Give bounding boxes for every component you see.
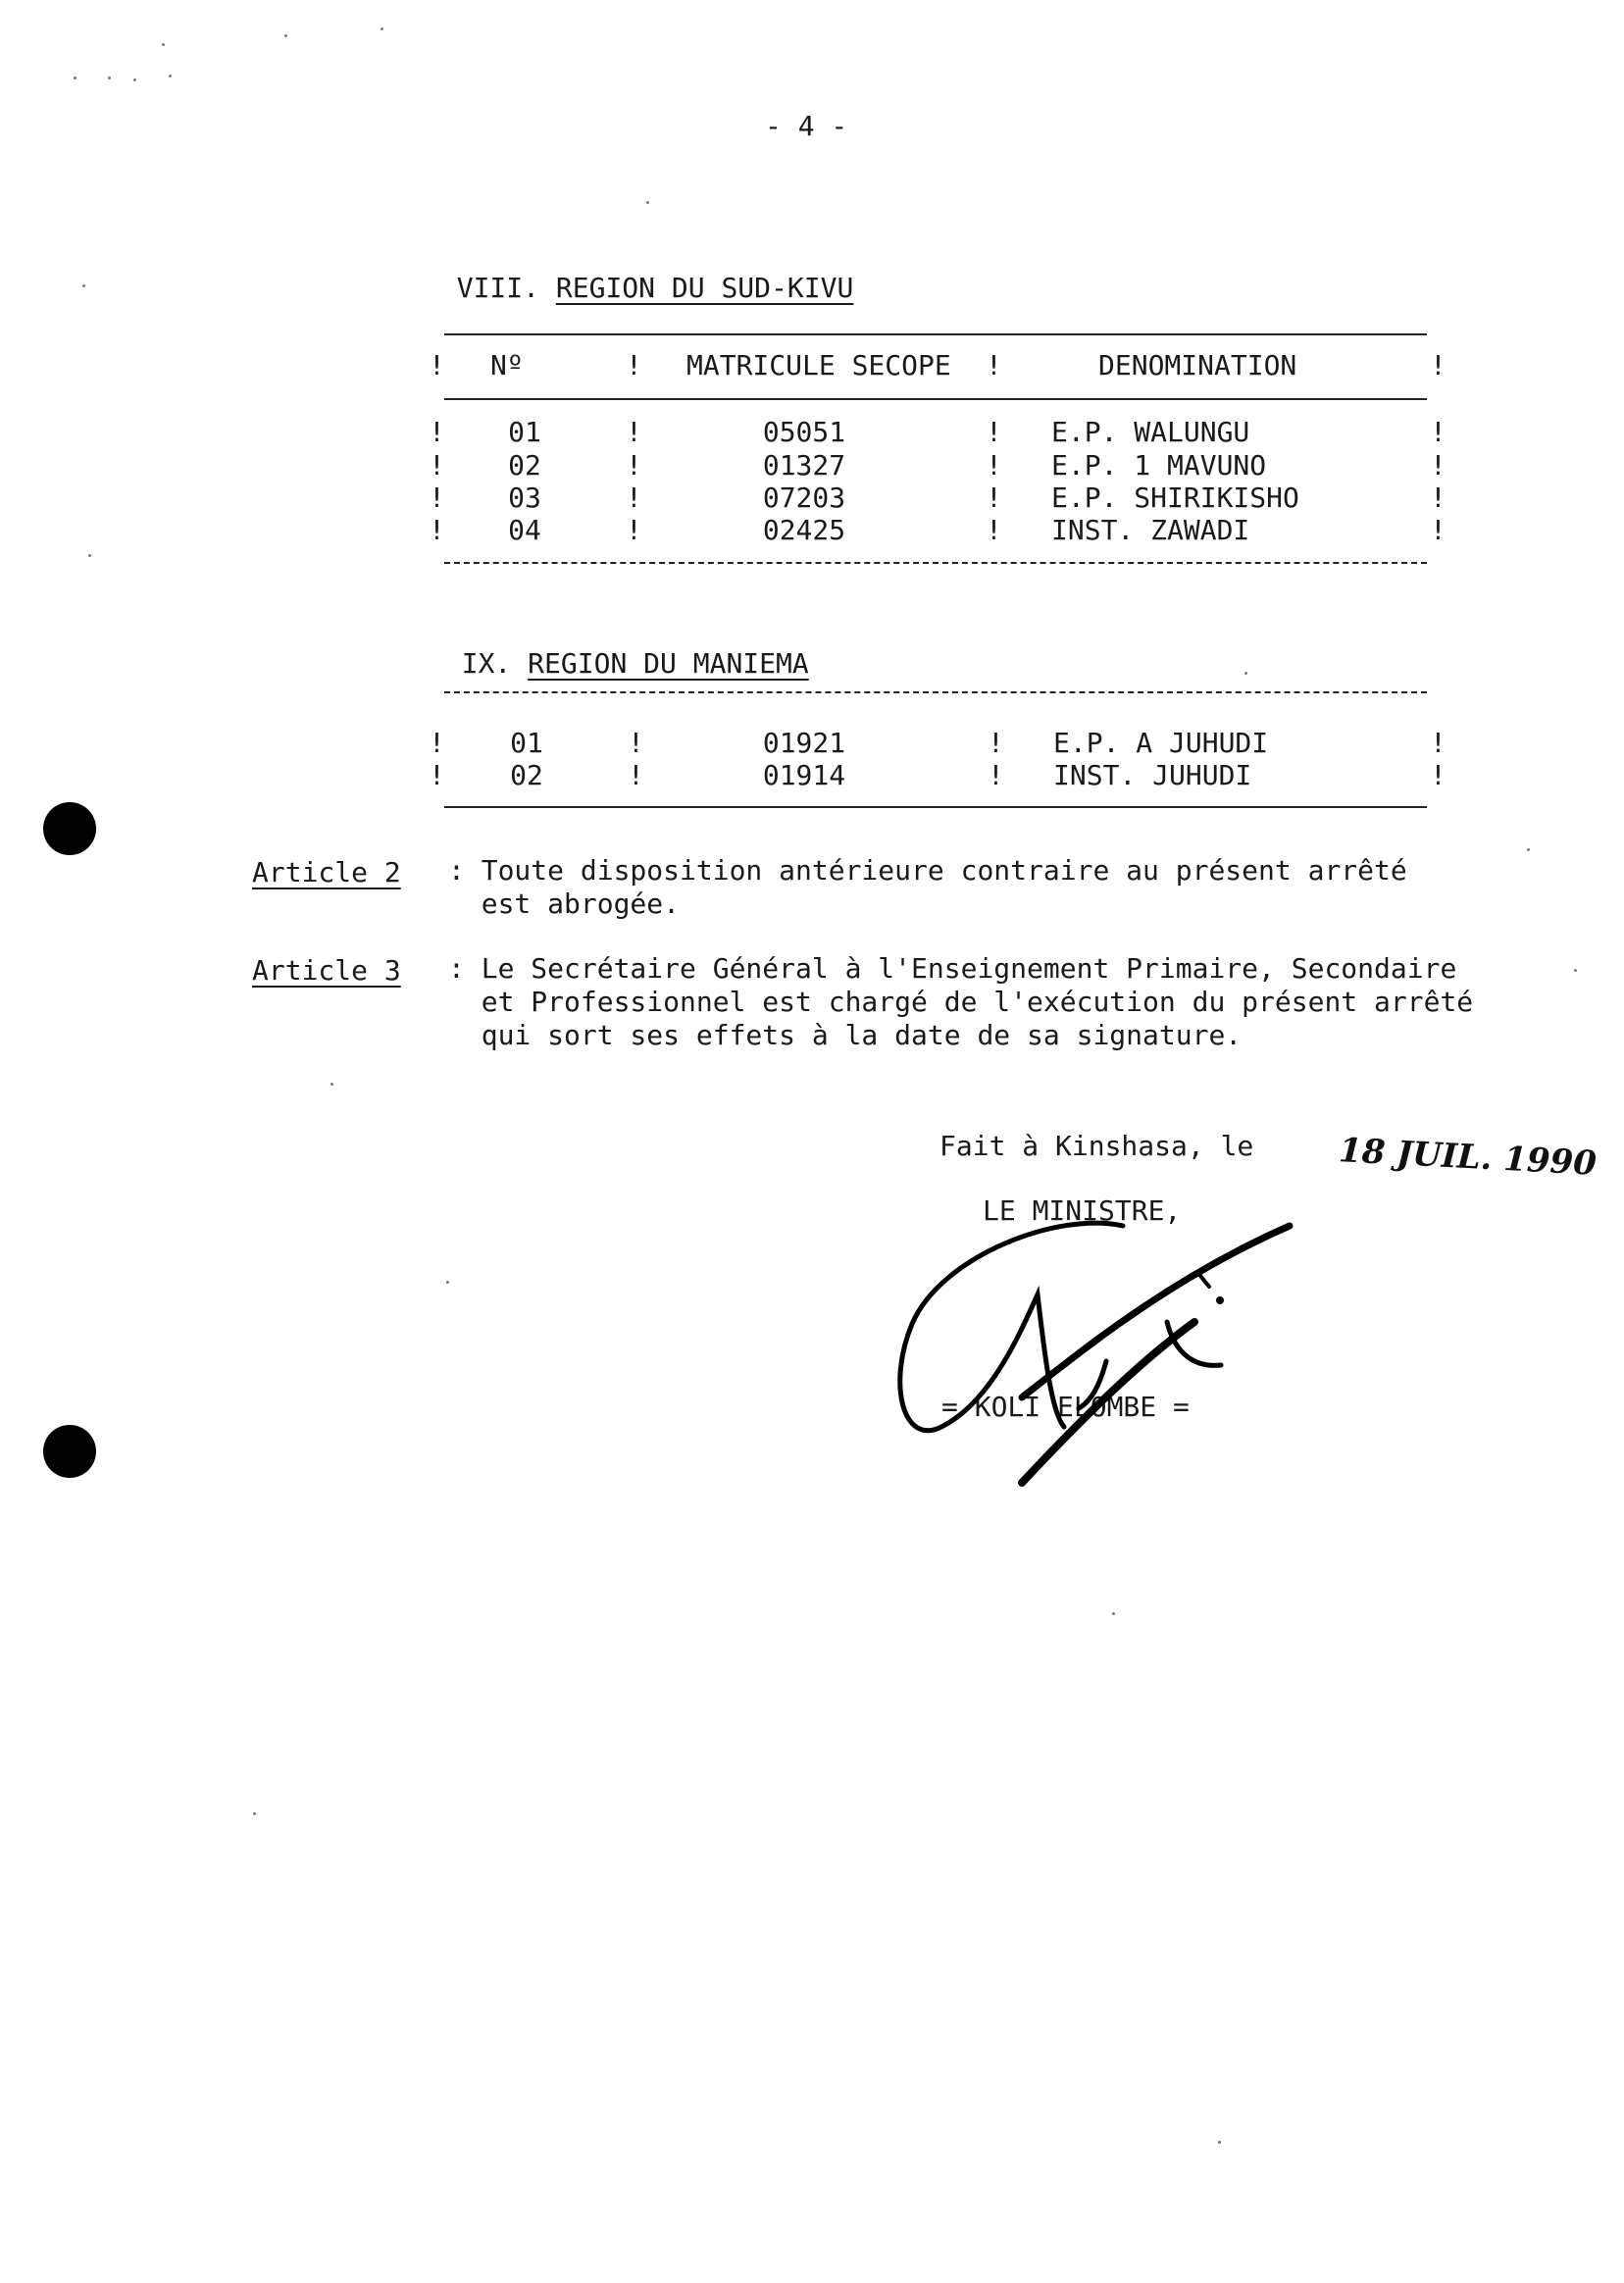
signature-drawing xyxy=(883,1216,1314,1500)
article-label: Article 2 xyxy=(252,856,401,888)
signature-hook-stroke xyxy=(1167,1322,1221,1365)
binder-hole xyxy=(43,802,96,855)
place-date: Fait à Kinshasa, le xyxy=(939,1130,1254,1162)
signature-cross-stroke xyxy=(1022,1226,1290,1397)
column-separator: ! xyxy=(1430,482,1446,514)
cell-denomination: E.P. A JUHUDI xyxy=(1053,727,1269,759)
scan-speck xyxy=(169,75,172,77)
column-separator: ! xyxy=(429,759,445,791)
column-separator: ! xyxy=(986,482,1002,514)
date-stamp: 18 JUIL. 1990 xyxy=(1338,1131,1598,1184)
column-separator: ! xyxy=(1430,449,1446,482)
section-heading-sud-kivu xyxy=(424,239,853,304)
column-separator: ! xyxy=(429,416,445,448)
cell-matricule: 02425 xyxy=(762,514,846,546)
scan-speck xyxy=(253,1812,256,1815)
section-title: REGION DU SUD-KIVU xyxy=(555,272,854,304)
column-separator: ! xyxy=(626,416,642,448)
column-separator: ! xyxy=(1430,514,1446,546)
column-separator: ! xyxy=(986,449,1002,482)
article-text-line: est abrogée. xyxy=(448,888,681,920)
column-separator: ! xyxy=(429,449,445,482)
table-header-rule xyxy=(444,398,1427,400)
cell-denomination: INST. JUHUDI xyxy=(1053,759,1252,791)
column-separator: ! xyxy=(988,727,1004,759)
cell-no: 02 xyxy=(508,449,541,482)
cell-matricule: 07203 xyxy=(762,482,846,514)
article-text-line: : Le Secrétaire Général à l'Enseignement Primaire, Secondaire xyxy=(448,952,1457,985)
article-label: Article 3 xyxy=(252,954,401,987)
cell-no: 04 xyxy=(508,514,541,546)
column-header-matricule: MATRICULE SECOPE xyxy=(686,349,951,381)
table-top-rule xyxy=(444,333,1427,335)
column-separator: ! xyxy=(1430,416,1446,448)
scan-speck xyxy=(82,284,85,287)
column-separator: ! xyxy=(1430,727,1446,759)
column-separator: ! xyxy=(626,449,642,482)
scan-speck xyxy=(381,27,383,30)
section-heading-maniema xyxy=(429,615,809,680)
signature-dot xyxy=(1216,1296,1224,1304)
column-separator: ! xyxy=(1430,349,1446,381)
binder-hole xyxy=(43,1425,96,1478)
scan-speck xyxy=(330,1083,333,1086)
cell-denomination: INST. ZAWADI xyxy=(1051,514,1250,546)
cell-denomination: E.P. 1 MAVUNO xyxy=(1051,449,1267,482)
cell-matricule: 01327 xyxy=(762,449,846,482)
scan-speck xyxy=(284,34,287,37)
column-separator: ! xyxy=(429,482,445,514)
cell-matricule: 01914 xyxy=(762,759,846,791)
scan-speck xyxy=(1112,1612,1115,1615)
scan-speck xyxy=(1244,672,1247,675)
column-separator: ! xyxy=(986,349,1002,381)
column-separator: ! xyxy=(988,759,1004,791)
cell-matricule: 01921 xyxy=(762,727,846,759)
cell-denomination: E.P. SHIRIKISHO xyxy=(1051,482,1299,514)
column-separator: ! xyxy=(986,416,1002,448)
column-header-denomination: DENOMINATION xyxy=(1098,349,1297,381)
scan-speck xyxy=(446,1281,449,1284)
column-separator: ! xyxy=(429,727,445,759)
signatory-name: = KOLI ELOMBE = xyxy=(941,1391,1190,1423)
column-separator: ! xyxy=(626,514,642,546)
column-separator: ! xyxy=(628,727,644,759)
cell-no: 02 xyxy=(510,759,543,791)
scan-speck xyxy=(1218,2141,1221,2144)
scan-speck xyxy=(1574,969,1577,972)
minister-title: LE MINISTRE, xyxy=(983,1194,1182,1227)
scan-speck xyxy=(133,78,136,81)
signature-tick-stroke xyxy=(1198,1273,1209,1287)
cell-no: 01 xyxy=(510,727,543,759)
column-separator: ! xyxy=(1430,759,1446,791)
scan-speck xyxy=(646,201,649,204)
scan-speck xyxy=(74,76,76,79)
cell-matricule: 05051 xyxy=(762,416,846,448)
column-separator: ! xyxy=(626,482,642,514)
column-separator: ! xyxy=(628,759,644,791)
section-title: REGION DU MANIEMA xyxy=(528,647,809,680)
column-separator: ! xyxy=(429,514,445,546)
cell-no: 01 xyxy=(508,416,541,448)
table-bottom-rule xyxy=(444,806,1427,808)
article-text-line: qui sort ses effets à la date de sa signature. xyxy=(448,1019,1243,1051)
cell-no: 03 xyxy=(508,482,541,514)
scan-speck xyxy=(162,43,165,46)
signature-long-stroke xyxy=(1022,1322,1194,1483)
column-header-no: Nº xyxy=(490,349,524,381)
cell-denomination: E.P. WALUNGU xyxy=(1051,416,1250,448)
scan-speck xyxy=(88,554,91,557)
table-top-rule xyxy=(444,691,1427,693)
page-number: - 4 - xyxy=(765,110,848,142)
section-number: IX. xyxy=(461,647,512,680)
table-bottom-rule xyxy=(444,562,1427,564)
scan-speck xyxy=(108,76,111,79)
scan-speck xyxy=(1527,848,1530,851)
section-number: VIII. xyxy=(456,272,540,304)
column-separator: ! xyxy=(986,514,1002,546)
article-text-line: et Professionnel est chargé de l'exécution du présent arrêté xyxy=(448,986,1474,1018)
column-separator: ! xyxy=(626,349,642,381)
article-text-line: : Toute disposition antérieure contraire au présent arrêté xyxy=(448,854,1407,887)
column-separator: ! xyxy=(429,349,445,381)
